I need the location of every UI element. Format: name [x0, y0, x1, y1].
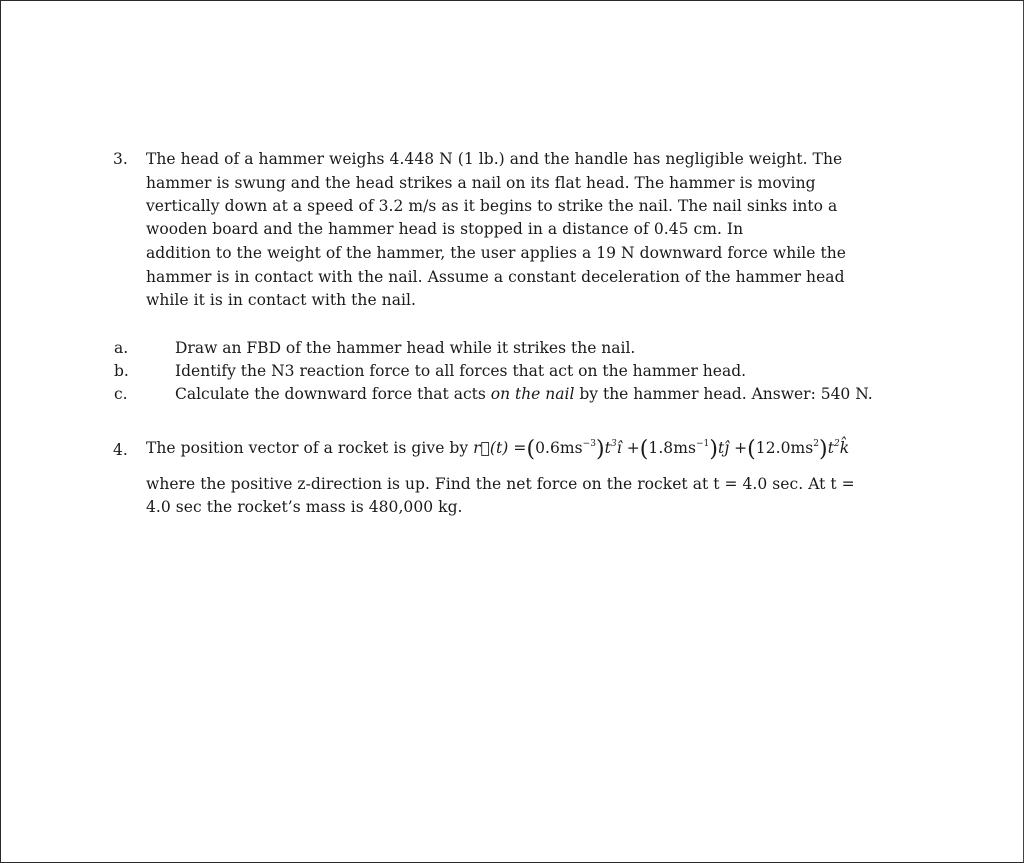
q3-part-a-text: Draw an FBD of the hammer head while it strikes the nail.: [175, 339, 636, 357]
q3-part-c-label: c.: [114, 385, 128, 403]
q4-line-1: [146, 437, 849, 462]
formula-term-2: tĵ: [717, 439, 730, 457]
q3-part-c-text-before: Calculate the downward force that acts: [175, 385, 491, 403]
formula-coef-1: $0.6ms^{-3}$: [535, 439, 597, 457]
q4-line-2: where the positive z-direction is up. Find the net force on the rocket at t = 4.0 sec. At t =: [146, 475, 855, 493]
formula-equals: =: [513, 439, 527, 457]
q4-intro: The position vector of a rocket is give by: [146, 439, 469, 457]
q3-part-b-label: b.: [114, 362, 129, 380]
q3-line-6: hammer is in contact with the nail. Assume a constant deceleration of the hammer head: [146, 268, 845, 286]
q3-line-4: wooden board and the hammer head is stopped in a distance of 0.45 cm. In: [146, 220, 744, 238]
position-vector-formula: r⃗(t) $=(0.6ms^{-3})t^3î$ $+(1.8ms^{-1})tĵ$ $+(12.0ms^2)t^2k̂$: [473, 437, 850, 462]
formula-coef-2: $1.8ms^{-1}$: [648, 439, 710, 457]
q3-number: 3.: [113, 150, 128, 168]
formula-term-3: $t^2k̂$: [827, 439, 850, 457]
formula-lhs: r⃗(t): [473, 439, 509, 457]
q3-part-c-text-after: by the hammer head. Answer: 540 N.: [574, 385, 873, 403]
q3-line-5: addition to the weight of the hammer, the user applies a 19 N downward force while the: [146, 244, 846, 262]
formula-term-1: $t^3î$: [604, 439, 622, 457]
q3-line-2: hammer is swung and the head strikes a nail on its flat head. The hammer is moving: [146, 174, 816, 192]
q3-line-3: vertically down at a speed of 3.2 m/s as it begins to strike the nail. The nail sinks into a: [146, 197, 838, 215]
q3-part-b-text: Identify the N3 reaction force to all forces that act on the hammer head.: [175, 362, 747, 380]
q4-number: 4.: [113, 441, 128, 459]
q4-line-3: 4.0 sec the rocket’s mass is 480,000 kg.: [146, 498, 463, 516]
q3-part-c-italic: on the nail: [490, 385, 575, 403]
q3-part-c-text: [175, 385, 873, 403]
q3-line-1: The head of a hammer weighs 4.448 N (1 lb.) and the handle has negligible weight. The: [146, 150, 843, 168]
q3-line-7: while it is in contact with the nail.: [146, 291, 416, 309]
formula-coef-3: $12.0ms^2$: [755, 439, 820, 457]
q3-part-a-label: a.: [114, 339, 129, 357]
